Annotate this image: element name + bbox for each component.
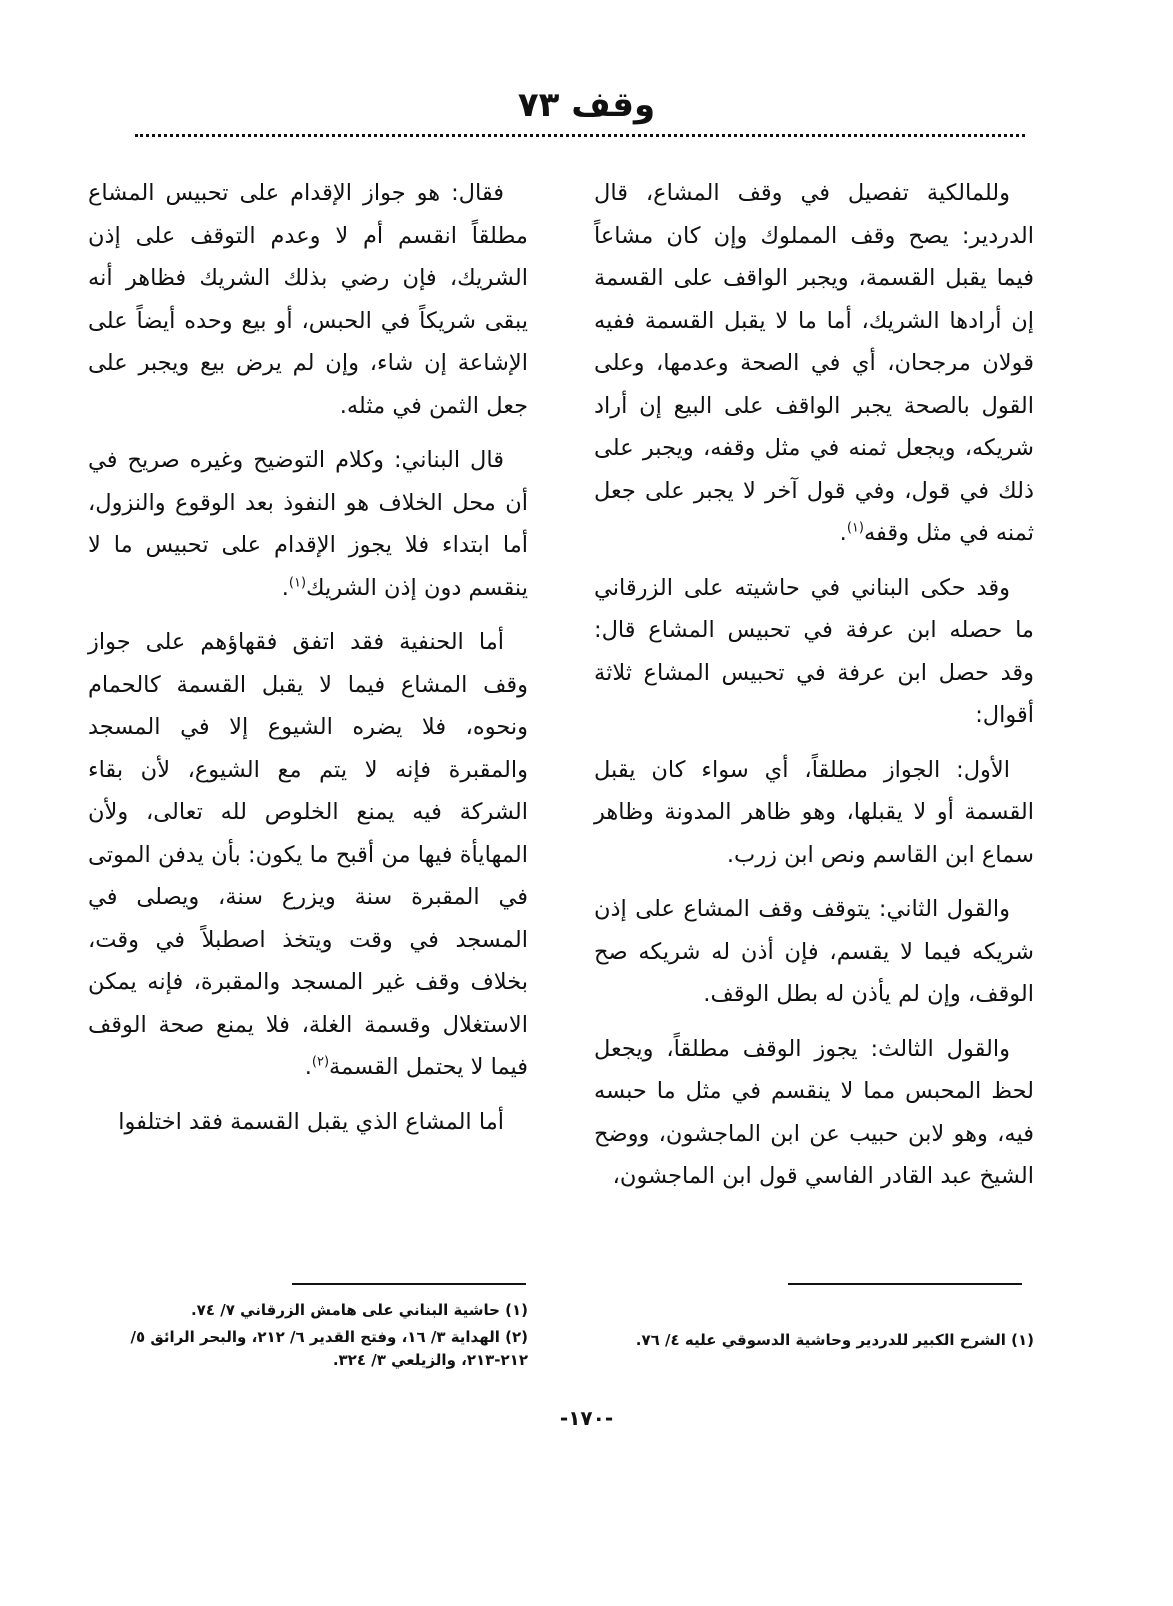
footnote-marker: (٢) (311, 1054, 330, 1070)
paragraph: والقول الثاني: يتوقف وقف المشاع على إذن شريكه فيما لا يقسم، فإن أذن له شريكه صح الوقف، وإن لم يأذن له بطل الوقف. (594, 896, 1034, 1007)
left-footnotes (88, 1299, 528, 1376)
paragraph: فقال: هو جواز الإقدام على تحبيس المشاع مطلقاً انقسم أم لا وعدم التوقف على إذن الشريك، فإن رضي بذلك الشريك فظاهر أنه يبقى شريكاً في الحبس، أو بيع وحده أيضاً على الإشاعة إن شاء، وإن لم يرض بيع ويجبر على جعل الثمن في مثله. (88, 180, 528, 419)
footnote-separator (292, 1283, 526, 1285)
footnote-marker: (١) (288, 575, 307, 590)
header-dotted-rule (135, 134, 1025, 137)
paragraph: والقول الثالث: يجوز الوقف مطلقاً، ويجعل لحظ المحبس مما لا ينقسم في مثل ما حبسه فيه، وهو لابن حبيب عن ابن الماجشون، ووضح الشيخ عبد القادر الفاسي قول ابن الماجشون، (594, 1035, 1034, 1189)
right-footnotes (594, 1329, 1034, 1356)
page-number: -١٧٠- (559, 1406, 614, 1430)
footnote: (٢) الهداية ٣/ ١٦، وفتح القدير ٦/ ٢١٢، والبحر الرائق ٥/ ٢١٢-٢١٣، والزيلعي ٣/ ٣٢٤. (130, 1328, 528, 1369)
paragraph: قال البناني: وكلام التوضيح وغيره صريح في أن محل الخلاف هو النفوذ بعد الوقوع والنزول، أما ابتداء فلا يجوز الإقدام على تحبيس ما لا ينقسم دون إذن الشريك$^{(١)}$. (88, 447, 528, 601)
running-header: وقف ٧٣ (517, 85, 656, 125)
footnote: (١) حاشية البناني على هامش الزرقاني ٧/ ٧٤. (190, 1301, 528, 1319)
paragraph: الأول: الجواز مطلقاً، أي سواء كان يقبل القسمة أو لا يقبلها، وهو ظاهر المدونة وظاهر سماع ابن القاسم ونص ابن زرب. (594, 756, 1034, 868)
footnote-marker: (١) (846, 520, 864, 536)
right-column (594, 172, 1034, 1210)
footnote-separator (788, 1283, 1022, 1285)
footnote: (١) الشرح الكبير للدردير وحاشية الدسوقي عليه ٤/ ٧٦. (635, 1331, 1034, 1349)
paragraph: أما الحنفية فقد اتفق فقهاؤهم على جواز وقف المشاع فيما لا يقبل القسمة كالحمام ونحوه، فلا يضره الشيوع إلا في المسجد والمقبرة فإنه لا يتم مع الشيوع، لأن بقاء الشركة فيه يمنع الخلوص لله تعالى، ولأن المهايأة فيها من أقبح ما يكون: بأن يدفن الموتى في المقبرة سنة ويزرع سنة، ويصلى في المسجد في وقت ويتخذ اصطبلاً في وقت، بخلاف وقف غير المسجد والمقبرة، فإنه يمكن الاستغلال وقسمة الغلة، فلا يمنع صحة الوقف فيما لا يحتمل القسمة$^{(٢)}$. (88, 629, 528, 1080)
paragraph: وللمالكية تفصيل في وقف المشاع، قال الدردير: يصح وقف المملوك وإن كان مشاعاً فيما يقبل القسمة، ويجبر الواقف على القسمة إن أرادها الشريك، أما ما لا يقبل القسمة ففيه قولان مرجحان، أي في الصحة وعدمها، وعلى القول بالصحة يجبر الواقف على البيع إن أراد شريكه، ويجعل ثمنه في مثل وقفه، ويجبر على ذلك في قول، وفي قول آخر لا يجبر على جعل ثمنه في مثل وقفه$^{(١)}$. (594, 180, 1034, 546)
paragraph: أما المشاع الذي يقبل القسمة فقد اختلفوا (118, 1108, 504, 1135)
paragraph: وقد حكى البناني في حاشيته على الزرقاني ما حصله ابن عرفة في تحبيس المشاع قال: وقد حصل ابن عرفة في تحبيس المشاع ثلاثة أقوال: (594, 574, 1034, 728)
left-column (88, 172, 528, 1155)
